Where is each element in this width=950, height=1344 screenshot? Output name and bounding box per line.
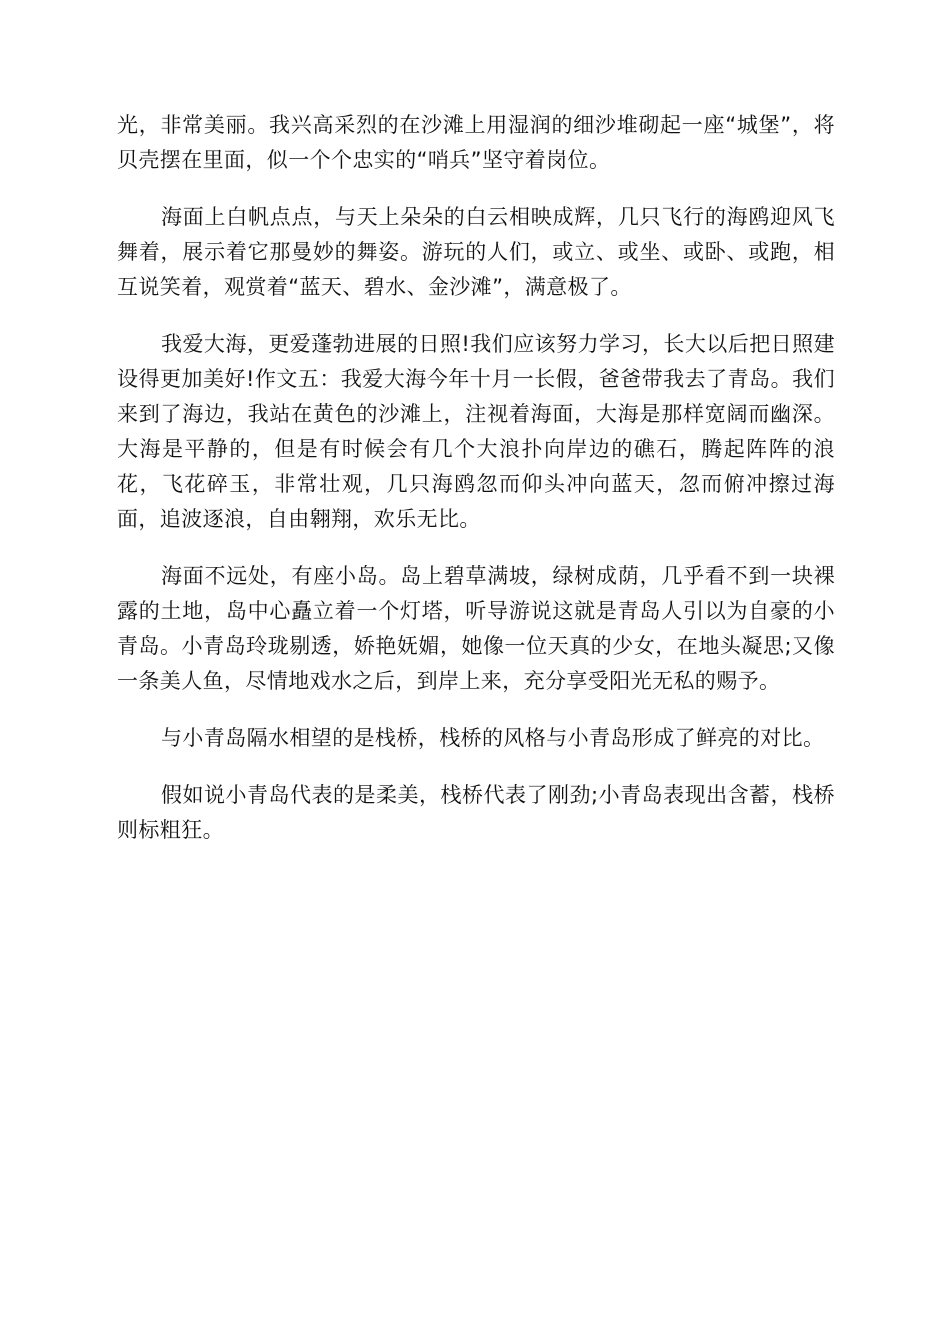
paragraph-5: 与小青岛隔水相望的是栈桥，栈桥的风格与小青岛形成了鲜亮的对比。 bbox=[161, 726, 825, 750]
paragraph-1: 光，非常美丽。我兴高采烈的在沙滩上用湿润的细沙堆砌起一座“城堡”，将贝壳摆在里面，似一个个忠实的“哨兵”坚守着岗位。 bbox=[117, 113, 835, 172]
paragraph-2: 海面上白帆点点，与天上朵朵的白云相映成辉，几只飞行的海鸥迎风飞舞着，展示着它那曼妙的舞姿。游玩的人们，或立、或坐、或卧、或跑，相互说笑着，观赏着“蓝天、碧水、金沙滩”，满意极了。 bbox=[117, 205, 835, 299]
paragraph-6: 假如说小青岛代表的是柔美，栈桥代表了刚劲;小青岛表现出含蓄，栈桥则标粗狂。 bbox=[117, 783, 835, 842]
document-body bbox=[117, 108, 835, 870]
paragraph-4: 海面不远处，有座小岛。岛上碧草满坡，绿树成荫，几乎看不到一块裸露的土地，岛中心矗立着一个灯塔，听导游说这就是青岛人引以为自豪的小青岛。小青岛玲珑剔透，娇艳妩媚，她像一位天真的少女，在地头凝思;又像一条美人鱼，尽情地戏水之后，到岸上来，充分享受阳光无私的赐予。 bbox=[117, 564, 835, 693]
paragraph-3: 我爱大海，更爱蓬勃进展的日照!我们应该努力学习，长大以后把日照建设得更加美好!作文五：我爱大海今年十月一长假，爸爸带我去了青岛。我们来到了海边，我站在黄色的沙滩上，注视着海面，大海是那样宽阔而幽深。大海是平静的，但是有时候会有几个大浪扑向岸边的礁石，腾起阵阵的浪花，飞花碎玉，非常壮观，几只海鸥忽而仰头冲向蓝天，忽而俯冲擦过海面，追波逐浪，自由翱翔，欢乐无比。 bbox=[117, 332, 835, 531]
